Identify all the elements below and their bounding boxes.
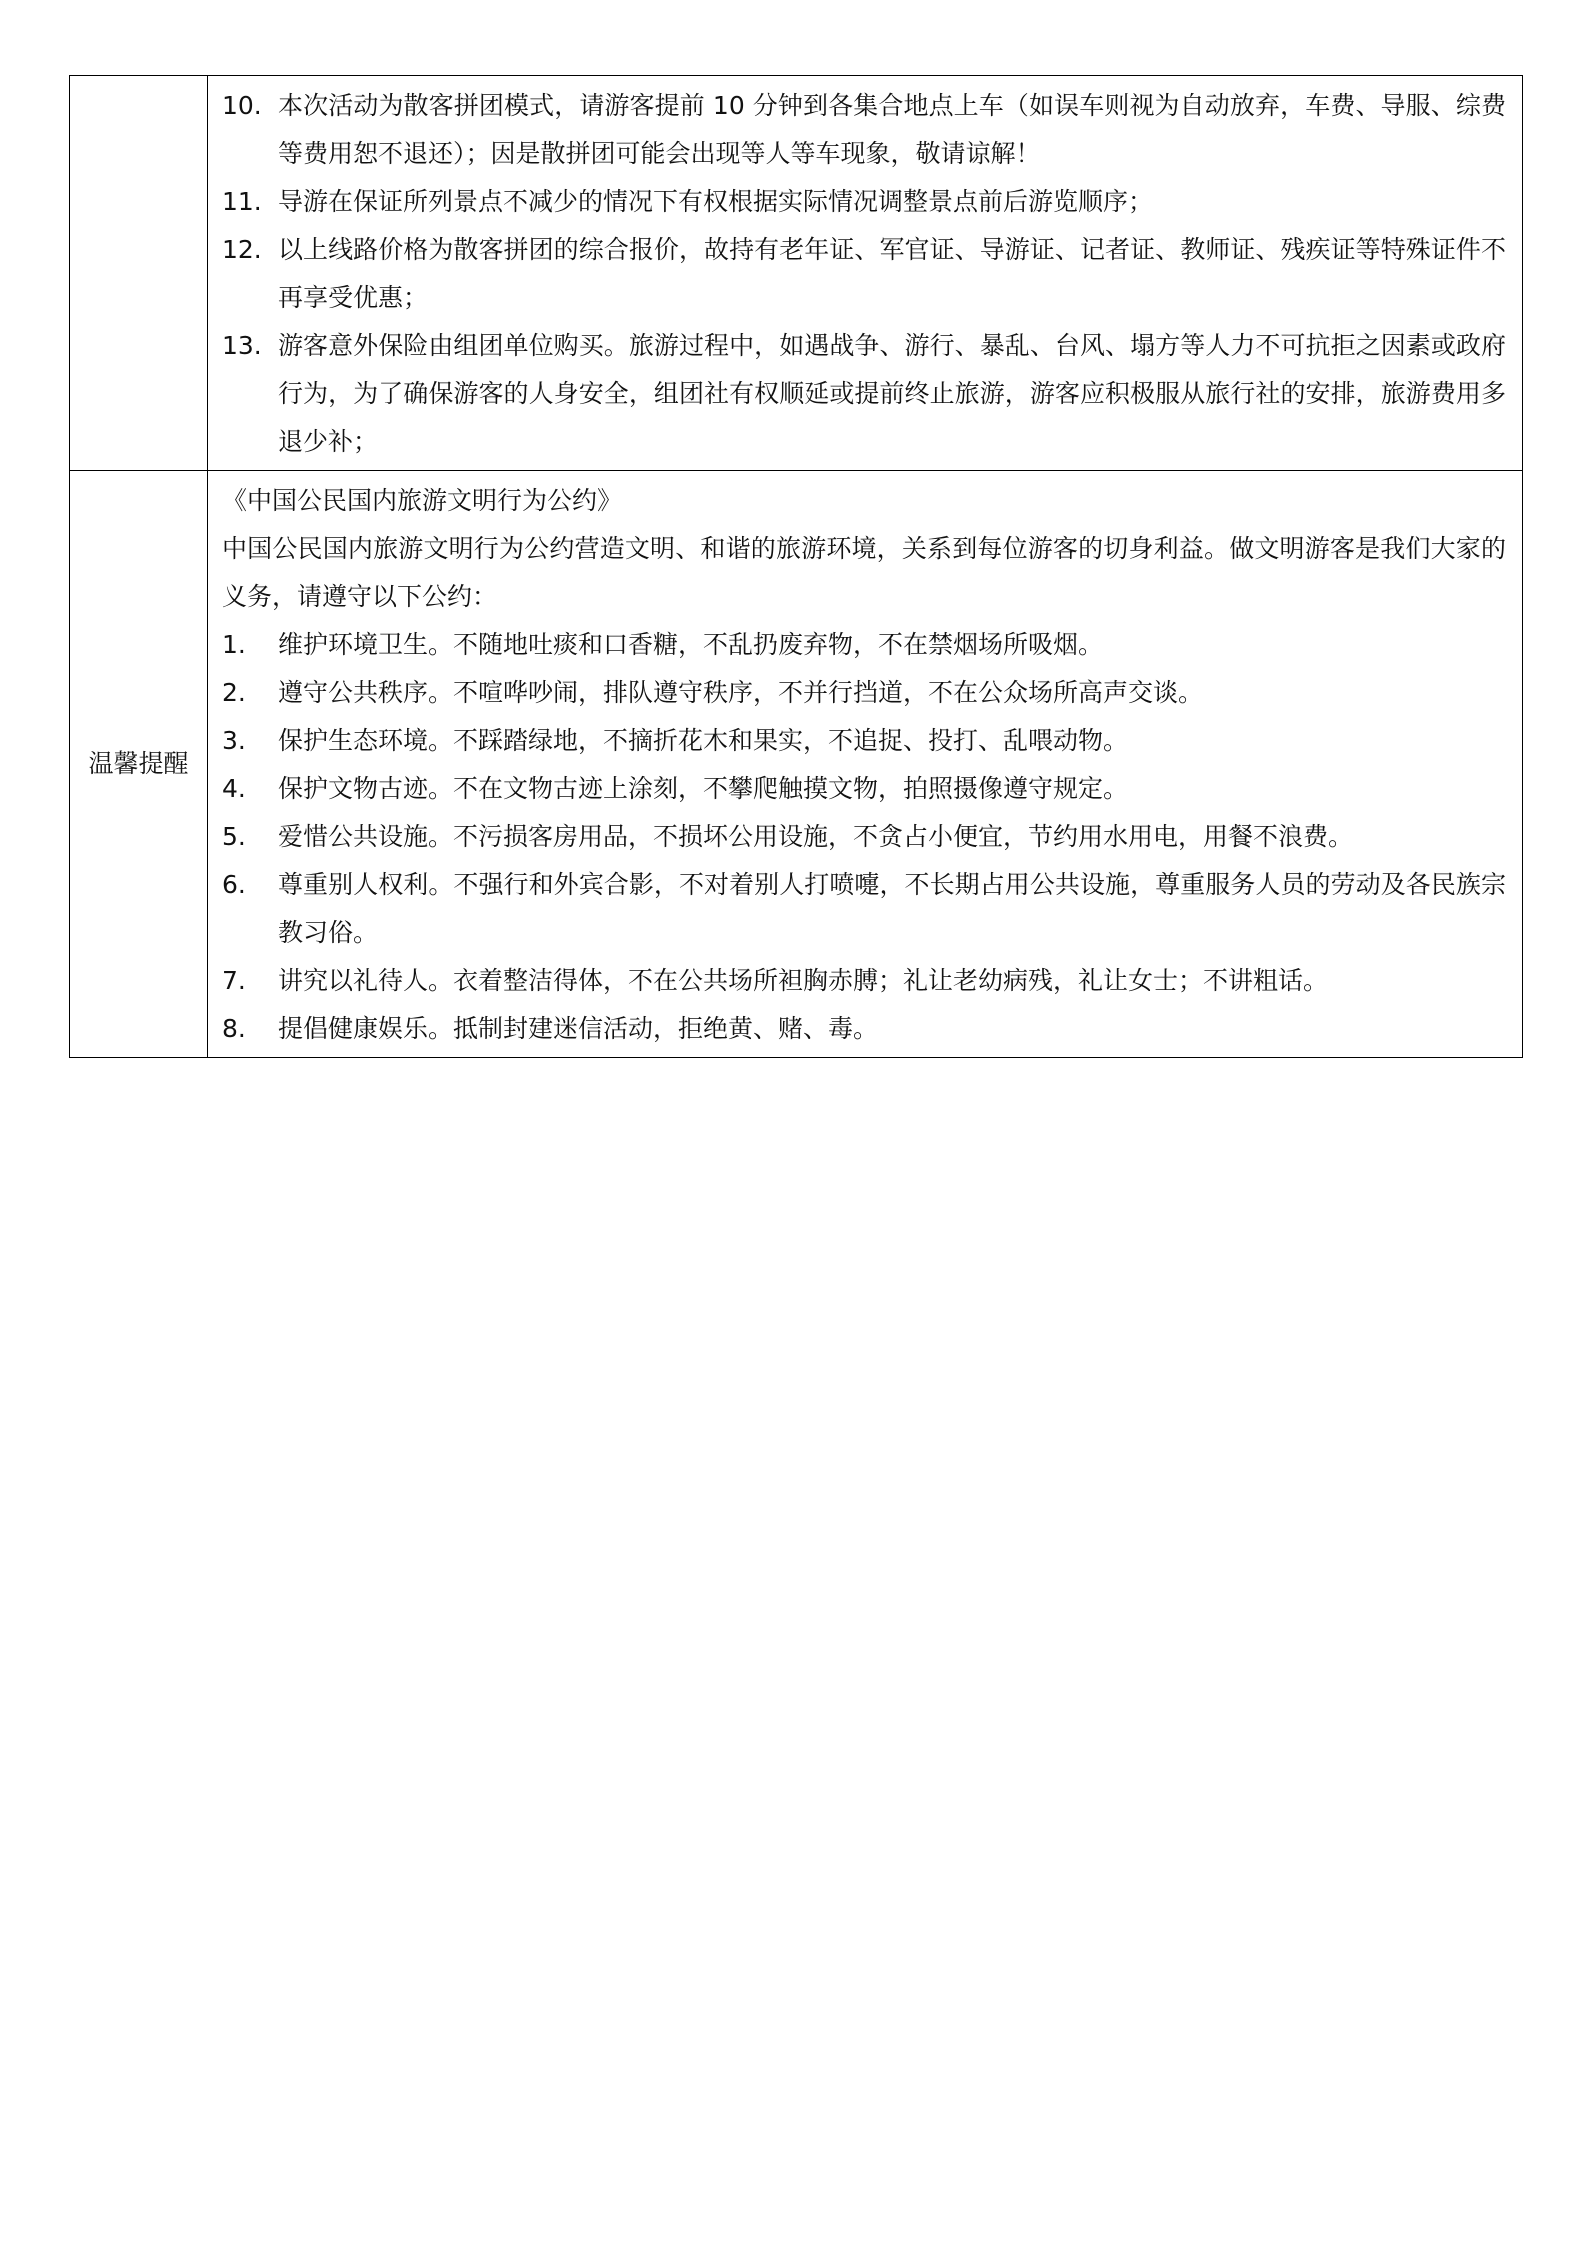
list-item <box>222 669 1506 717</box>
list-item <box>222 717 1506 765</box>
notes-content <box>208 76 1523 471</box>
list-item <box>222 178 1506 226</box>
item-number: 7. <box>222 966 246 995</box>
item-number: 8. <box>222 1014 246 1043</box>
item-number: 11. <box>222 187 262 216</box>
list-item <box>222 621 1506 669</box>
item-number: 13. <box>222 331 262 360</box>
table-row-notes <box>70 76 1523 471</box>
table-row-reminder <box>70 471 1523 1058</box>
list-item <box>222 322 1506 466</box>
item-number: 4. <box>222 774 246 803</box>
item-text: 爱惜公共设施。不污损客房用品，不损坏公用设施，不贪占小便宜，节约用水用电，用餐不浪费。 <box>278 822 1354 851</box>
list-item <box>222 813 1506 861</box>
list-item <box>222 226 1506 322</box>
reminder-content <box>208 471 1523 1058</box>
item-text: 导游在保证所列景点不减少的情况下有权根据实际情况调整景点前后游览顺序； <box>278 187 1154 216</box>
row-label-empty <box>70 76 208 471</box>
item-text: 保护文物古迹。不在文物古迹上涂刻，不攀爬触摸文物，拍照摄像遵守规定。 <box>278 774 1129 803</box>
item-number: 10. <box>222 91 262 120</box>
item-number: 3. <box>222 726 246 755</box>
list-item <box>222 1005 1506 1053</box>
item-number: 5. <box>222 822 246 851</box>
list-item <box>222 82 1506 178</box>
item-text: 讲究以礼待人。衣着整洁得体，不在公共场所袒胸赤膊；礼让老幼病残，礼让女士；不讲粗话。 <box>278 966 1329 995</box>
item-text: 维护环境卫生。不随地吐痰和口香糖，不乱扔废弃物，不在禁烟场所吸烟。 <box>278 630 1104 659</box>
item-number: 1. <box>222 630 246 659</box>
item-text: 本次活动为散客拼团模式，请游客提前 10 分钟到各集合地点上车（如误车则视为自动放弃，车费、导服、综费等费用恕不退还）；因是散拼团可能会出现等人等车现象，敬请谅解！ <box>278 91 1506 168</box>
item-text: 尊重别人权利。不强行和外宾合影，不对着别人打喷嚏，不长期占用公共设施，尊重服务人员的劳动及各民族宗教习俗。 <box>278 870 1506 947</box>
item-text: 遵守公共秩序。不喧哗吵闹，排队遵守秩序，不并行挡道，不在公众场所高声交谈。 <box>278 678 1204 707</box>
item-text: 游客意外保险由组团单位购买。旅游过程中，如遇战争、游行、暴乱、台风、塌方等人力不可抗拒之因素或政府行为，为了确保游客的人身安全，组团社有权顺延或提前终止旅游，游客应积极服从旅行社的安排，旅游费用多退少补； <box>278 331 1506 456</box>
list-item <box>222 861 1506 957</box>
item-text: 保护生态环境。不踩踏绿地，不摘折花木和果实，不追捉、投打、乱喂动物。 <box>278 726 1129 755</box>
list-item <box>222 765 1506 813</box>
item-text: 提倡健康娱乐。抵制封建迷信活动，拒绝黄、赌、毒。 <box>278 1014 879 1043</box>
convention-intro: 中国公民国内旅游文明行为公约营造文明、和谐的旅游环境，关系到每位游客的切身利益。做文明游客是我们大家的义务，请遵守以下公约： <box>222 534 1506 611</box>
item-number: 2. <box>222 678 246 707</box>
item-text: 以上线路价格为散客拼团的综合报价，故持有老年证、军官证、导游证、记者证、教师证、残疾证等特殊证件不再享受优惠； <box>278 235 1506 312</box>
reminder-label: 温馨提醒 <box>70 471 208 1058</box>
item-number: 12. <box>222 235 262 264</box>
list-item <box>222 957 1506 1005</box>
convention-title: 《中国公民国内旅游文明行为公约》 <box>222 486 623 515</box>
notes-table <box>69 75 1523 1058</box>
item-number: 6. <box>222 870 246 899</box>
